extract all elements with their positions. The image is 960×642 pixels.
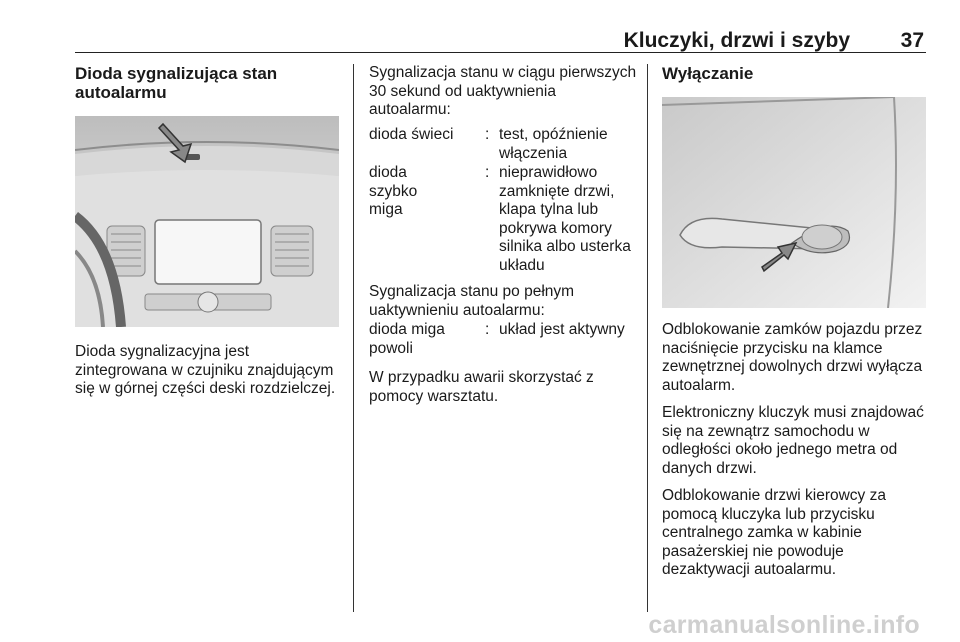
section-title: Kluczyki, drzwi i szyby — [623, 29, 850, 52]
definition-desc: test, opóźnienie włączenia — [499, 126, 608, 162]
alarm-led-heading: Dioda sygnalizująca stan autoalarmu — [75, 64, 278, 102]
door-handle-illustration — [662, 97, 926, 308]
column-3 — [662, 64, 926, 83]
column-2 — [369, 64, 637, 120]
definition-separator: : — [485, 321, 490, 338]
intro-first-30s: Sygnalizacja stanu w ciągu pierwszych 30 sekund od uaktywnienia autoalarmu: — [369, 64, 637, 118]
column-divider — [353, 64, 354, 612]
definition-separator: : — [485, 126, 490, 143]
alarm-led-description: Dioda sygnalizacyjna jest zintegrowana w czujniku znajdującym się w górnej części deski rozdzielczej. — [75, 343, 336, 397]
disarm-heading: Wyłączanie — [662, 64, 754, 83]
page-number: 37 — [900, 29, 924, 52]
column-2-end — [369, 369, 637, 406]
definition-desc: układ jest aktywny — [499, 321, 625, 338]
page-header — [75, 18, 926, 53]
definition-row — [369, 321, 644, 361]
dashboard-illustration — [75, 116, 339, 327]
definition-row — [369, 164, 644, 274]
definition-term: dioda szybko miga — [369, 164, 418, 218]
column-1 — [75, 64, 343, 102]
definition-term: dioda świeci — [369, 126, 454, 143]
paragraph-1: Odblokowanie zamków pojazdu przez naciśnięcie przycisku na klamce zewnętrznej dowolnych drzwi wyłącza autoalarm. — [662, 321, 923, 394]
fault-note: W przypadku awarii skorzystać z pomocy warsztatu. — [369, 369, 594, 405]
paragraph-3: Odblokowanie drzwi kierowcy za pomocą kluczyka lub przycisku centralnego zamka w kabinie pasażerskiej nie powoduje dezaktywacji autoalarmu. — [662, 487, 886, 578]
definition-term: dioda miga powoli — [369, 321, 445, 357]
paragraph-2: Elektroniczny kluczyk musi znajdować się na zewnątrz samochodu w odległości około jednego metra od danych drzwi. — [662, 404, 924, 477]
definition-row — [369, 126, 644, 166]
column-3-body — [662, 321, 926, 580]
intro-after-arming: Sygnalizacja stanu po pełnym uaktywnieniu autoalarmu: — [369, 283, 575, 319]
definition-desc: nieprawidłowo zamknięte drzwi, klapa tylna lub pokrywa komory silnika albo usterka układu — [499, 164, 631, 274]
watermark: carmanualsonline.info — [648, 611, 920, 639]
column-divider — [647, 64, 648, 612]
column-1-body — [75, 343, 343, 399]
column-2-mid — [369, 283, 637, 320]
definition-separator: : — [485, 164, 490, 181]
